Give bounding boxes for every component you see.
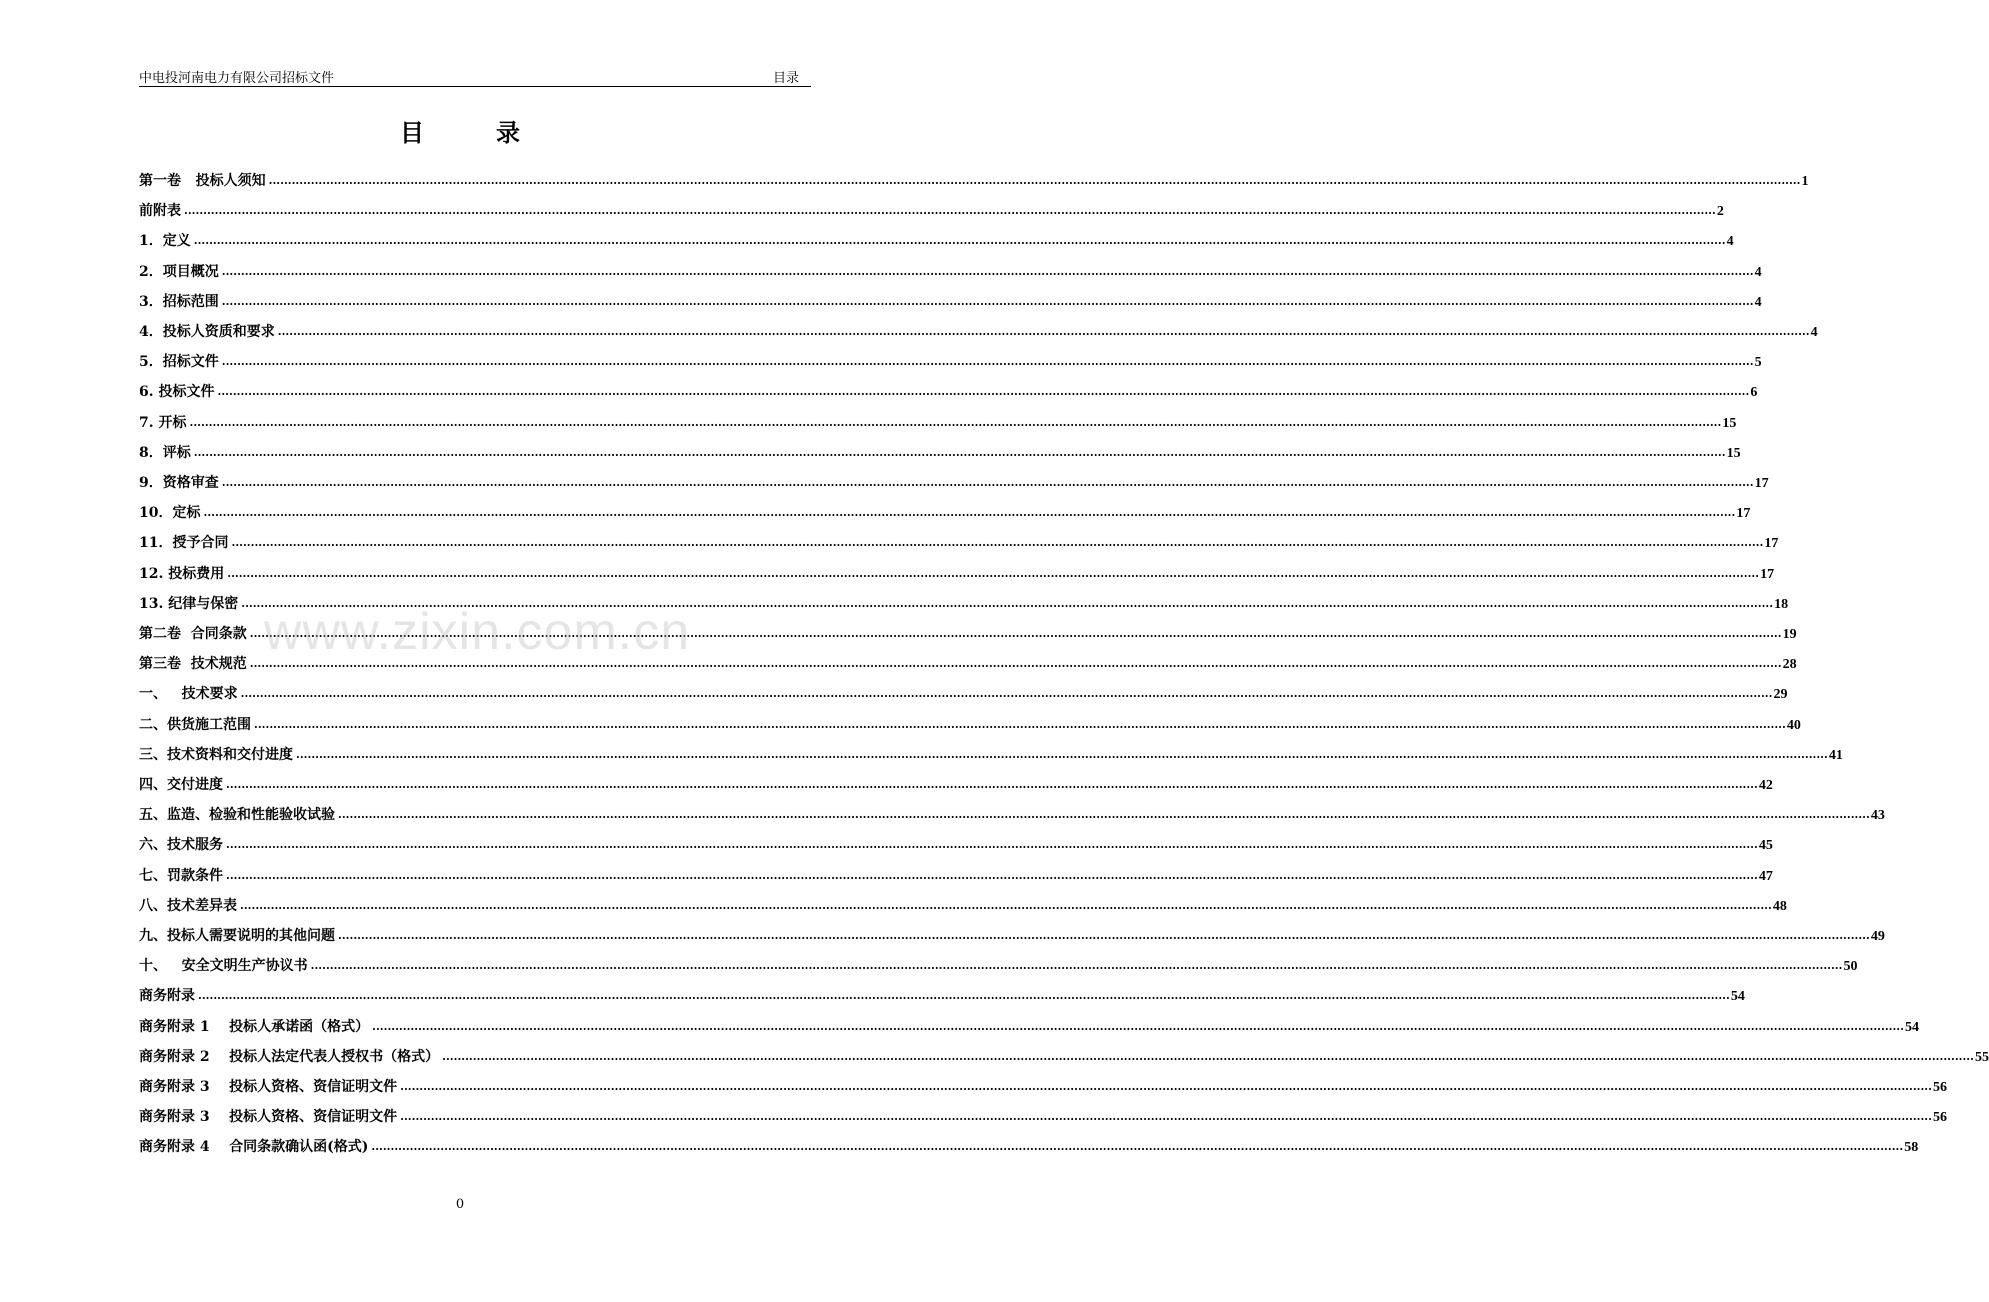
toc-entry-page: 6: [1750, 385, 1758, 401]
toc-leader-dots: ................................................................................................................................................................................................................................................................................................................................................................................................................: [221, 264, 1754, 278]
toc-entry-page: 4: [1726, 234, 1734, 250]
toc-entry[interactable]: [139, 1102, 1947, 1126]
toc-entry-label: 七、罚款条件: [139, 867, 223, 884]
toc-entry[interactable]: [139, 1132, 1919, 1156]
toc-entry[interactable]: [139, 951, 1858, 975]
toc-entry-label: 商务附录 4 合同条款确认函(格式): [139, 1139, 369, 1156]
toc-leader-dots: ................................................................................................................................................................................................................................................................................................................................................................................................................: [240, 687, 1773, 701]
toc-leader-dots: ................................................................................................................................................................................................................................................................................................................................................................................................................: [249, 627, 1782, 640]
toc-entry[interactable]: [139, 498, 1751, 522]
toc-entry[interactable]: [139, 528, 1779, 552]
toc-leader-dots: ................................................................................................................................................................................................................................................................................................................................................................................................................: [193, 234, 1726, 248]
toc-entry-page: 58: [1904, 1140, 1919, 1156]
toc-entry-label: 1．定义: [139, 233, 191, 250]
toc-entry[interactable]: [139, 196, 1724, 220]
toc-entry-label: 商务附录 2 投标人法定代表人授权书（格式）: [139, 1048, 440, 1065]
toc-entry[interactable]: [139, 1012, 1919, 1036]
toc-entry-page: 54: [1904, 1019, 1919, 1035]
toc-leader-dots: ................................................................................................................................................................................................................................................................................................................................................................................................................: [296, 747, 1828, 761]
toc-entry-label: 9．资格审查: [139, 475, 219, 491]
toc-entry-page: 45: [1758, 838, 1773, 854]
toc-entry-label: 三、技术资料和交付进度: [139, 746, 293, 763]
toc-entry[interactable]: [139, 891, 1787, 915]
toc-entry-page: 17: [1736, 506, 1751, 522]
toc-leader-dots: ................................................................................................................................................................................................................................................................................................................................................................................................................: [338, 929, 1870, 942]
toc-entry-page: 49: [1870, 929, 1885, 944]
toc-entry-label: 12. 投标费用: [139, 565, 225, 582]
toc-entry[interactable]: [139, 921, 1885, 945]
toc-leader-dots: ................................................................................................................................................................................................................................................................................................................................................................................................................: [231, 536, 1764, 550]
toc-leader-dots: ................................................................................................................................................................................................................................................................................................................................................................................................................: [400, 1110, 1932, 1124]
toc-entry-page: 29: [1773, 687, 1788, 703]
toc-entry[interactable]: [139, 981, 1745, 1005]
toc-entry[interactable]: [139, 679, 1788, 703]
toc-leader-dots: ................................................................................................................................................................................................................................................................................................................................................................................................................: [371, 1140, 1904, 1154]
toc-leader-dots: ................................................................................................................................................................................................................................................................................................................................................................................................................: [277, 325, 1810, 338]
toc-leader-dots: ................................................................................................................................................................................................................................................................................................................................................................................................................: [400, 1080, 1932, 1093]
toc-entry-page: 17: [1760, 566, 1775, 582]
header-document-title: 中电投河南电力有限公司招标文件: [139, 71, 335, 86]
toc-entry-page: 4: [1754, 264, 1762, 280]
toc-entry-label: 前附表: [139, 203, 181, 220]
toc-entry-page: 56: [1932, 1080, 1947, 1095]
toc-entry-label: 六、技术服务: [139, 837, 223, 854]
toc-entry-page: 48: [1772, 898, 1787, 914]
toc-entry-label: 商务附录 3 投标人资格、资信证明文件: [139, 1079, 398, 1095]
toc-entry-label: 商务附录 1 投标人承诺函（格式）: [139, 1018, 370, 1035]
toc-entry-label: 6. 投标文件: [139, 384, 215, 401]
watermark: www.zixin.com.cn: [263, 603, 691, 661]
toc-entry-page: 18: [1774, 596, 1789, 612]
toc-entry[interactable]: [139, 347, 1762, 371]
toc-entry-label: 11．授予合同: [139, 535, 229, 552]
page-title: 目录: [400, 119, 592, 147]
toc-entry-label: 10．定标: [139, 505, 201, 522]
toc-entry-label: 商务附录: [139, 988, 195, 1005]
toc-entry[interactable]: [139, 1072, 1947, 1096]
toc-leader-dots: ................................................................................................................................................................................................................................................................................................................................................................................................................: [221, 294, 1754, 308]
toc-entry[interactable]: [139, 408, 1737, 432]
toc-leader-dots: ................................................................................................................................................................................................................................................................................................................................................................................................................: [217, 385, 1750, 399]
toc-leader-dots: ................................................................................................................................................................................................................................................................................................................................................................................................................: [338, 808, 1870, 822]
toc-entry-page: 17: [1764, 536, 1779, 552]
toc-leader-dots: ................................................................................................................................................................................................................................................................................................................................................................................................................: [254, 717, 1786, 731]
toc-entry-label: 八、技术差异表: [139, 897, 237, 914]
toc-entry-page: 55: [1974, 1049, 1989, 1065]
toc-leader-dots: ................................................................................................................................................................................................................................................................................................................................................................................................................: [221, 355, 1754, 369]
toc-entry-page: 28: [1782, 657, 1797, 673]
toc-entry-page: 50: [1843, 959, 1858, 975]
toc-leader-dots: ................................................................................................................................................................................................................................................................................................................................................................................................................: [226, 838, 1758, 852]
toc-entry-page: 17: [1754, 476, 1769, 491]
toc-entry-label: 2．项目概况: [139, 263, 219, 280]
toc-entry[interactable]: [139, 257, 1762, 281]
toc-leader-dots: ................................................................................................................................................................................................................................................................................................................................................................................................................: [226, 778, 1758, 791]
toc-entry[interactable]: [139, 800, 1885, 824]
toc-leader-dots: ................................................................................................................................................................................................................................................................................................................................................................................................................: [372, 1019, 1904, 1033]
page-header: [139, 64, 811, 87]
toc-entry-page: 41: [1828, 747, 1843, 763]
toc-entry-label: 五、监造、检验和性能验收试验: [139, 807, 335, 824]
toc-entry-label: 第三卷 技术规范: [139, 656, 247, 673]
toc-entry[interactable]: [139, 830, 1773, 854]
toc-entry-label: 二、供货施工范围: [139, 716, 251, 733]
toc-leader-dots: ................................................................................................................................................................................................................................................................................................................................................................................................................: [249, 657, 1782, 671]
toc-entry[interactable]: [139, 770, 1773, 794]
toc-entry-label: 3．招标范围: [139, 293, 219, 310]
toc-entry-label: 第一卷 投标人须知: [139, 173, 266, 189]
toc-leader-dots: ................................................................................................................................................................................................................................................................................................................................................................................................................: [310, 959, 1843, 973]
toc-leader-dots: ................................................................................................................................................................................................................................................................................................................................................................................................................: [227, 566, 1760, 580]
toc-entry[interactable]: [139, 468, 1769, 492]
toc-entry-label: 4．投标人资质和要求: [139, 324, 275, 340]
toc-leader-dots: ................................................................................................................................................................................................................................................................................................................................................................................................................: [198, 989, 1730, 1003]
toc-entry[interactable]: [139, 226, 1734, 250]
toc-entry-label: 7. 开标: [139, 414, 187, 431]
toc-entry-page: 43: [1870, 808, 1885, 824]
toc-entry-page: 4: [1754, 294, 1762, 310]
toc-entry[interactable]: [139, 377, 1758, 401]
toc-entry-label: 8．评标: [139, 444, 191, 461]
toc-entry-label: 四、交付进度: [139, 777, 223, 793]
toc-entry[interactable]: [139, 740, 1843, 764]
page-number: 0: [455, 1197, 465, 1212]
toc-entry-page: 4: [1810, 325, 1818, 340]
toc-entry-page: 15: [1726, 445, 1741, 461]
toc-entry[interactable]: [139, 438, 1741, 462]
toc-entry[interactable]: [139, 559, 1775, 583]
toc-entry[interactable]: [139, 861, 1773, 885]
toc-leader-dots: ................................................................................................................................................................................................................................................................................................................................................................................................................: [442, 1049, 1974, 1063]
toc-leader-dots: ................................................................................................................................................................................................................................................................................................................................................................................................................: [203, 506, 1736, 520]
toc-entry-page: 15: [1722, 415, 1737, 431]
toc-entry-page: 54: [1730, 989, 1745, 1005]
toc-leader-dots: ................................................................................................................................................................................................................................................................................................................................................................................................................: [221, 476, 1754, 489]
toc-entry-page: 47: [1758, 868, 1773, 884]
toc-entry[interactable]: [139, 317, 1818, 341]
toc-entry-label: 十、 安全文明生产协议书: [139, 958, 308, 975]
toc-entry-page: 40: [1786, 717, 1801, 733]
toc-leader-dots: ................................................................................................................................................................................................................................................................................................................................................................................................................: [189, 415, 1722, 429]
toc-leader-dots: ................................................................................................................................................................................................................................................................................................................................................................................................................: [193, 445, 1726, 459]
toc-entry-label: 一、 技术要求: [139, 686, 238, 703]
toc-entry-page: 56: [1932, 1110, 1947, 1126]
toc-leader-dots: ................................................................................................................................................................................................................................................................................................................................................................................................................: [240, 898, 1772, 912]
header-section-label: 目录: [772, 71, 799, 86]
toc-leader-dots: ................................................................................................................................................................................................................................................................................................................................................................................................................: [226, 868, 1758, 882]
toc-entry-label: 5．招标文件: [139, 354, 219, 371]
toc-entry-page: 19: [1782, 627, 1797, 642]
toc-entry-page: 5: [1754, 355, 1762, 371]
toc-entry-label: 九、投标人需要说明的其他问题: [139, 928, 335, 944]
toc-entry[interactable]: [139, 710, 1801, 734]
toc-entry-label: 13. 纪律与保密: [139, 595, 239, 612]
toc-leader-dots: ................................................................................................................................................................................................................................................................................................................................................................................................................: [268, 174, 1801, 187]
toc-entry-page: 2: [1716, 204, 1724, 220]
toc-entry-label: 第二卷 合同条款: [139, 626, 247, 642]
toc-leader-dots: ................................................................................................................................................................................................................................................................................................................................................................................................................: [184, 204, 1716, 218]
toc-entry[interactable]: [139, 287, 1762, 311]
toc-entry[interactable]: [139, 1042, 1989, 1066]
toc-leader-dots: ................................................................................................................................................................................................................................................................................................................................................................................................................: [241, 596, 1774, 610]
toc-entry-label: 商务附录 3 投标人资格、资信证明文件: [139, 1109, 398, 1126]
toc-entry-page: 1: [1801, 174, 1809, 189]
toc-entry-page: 42: [1758, 778, 1773, 793]
toc-entry[interactable]: [139, 166, 1809, 190]
